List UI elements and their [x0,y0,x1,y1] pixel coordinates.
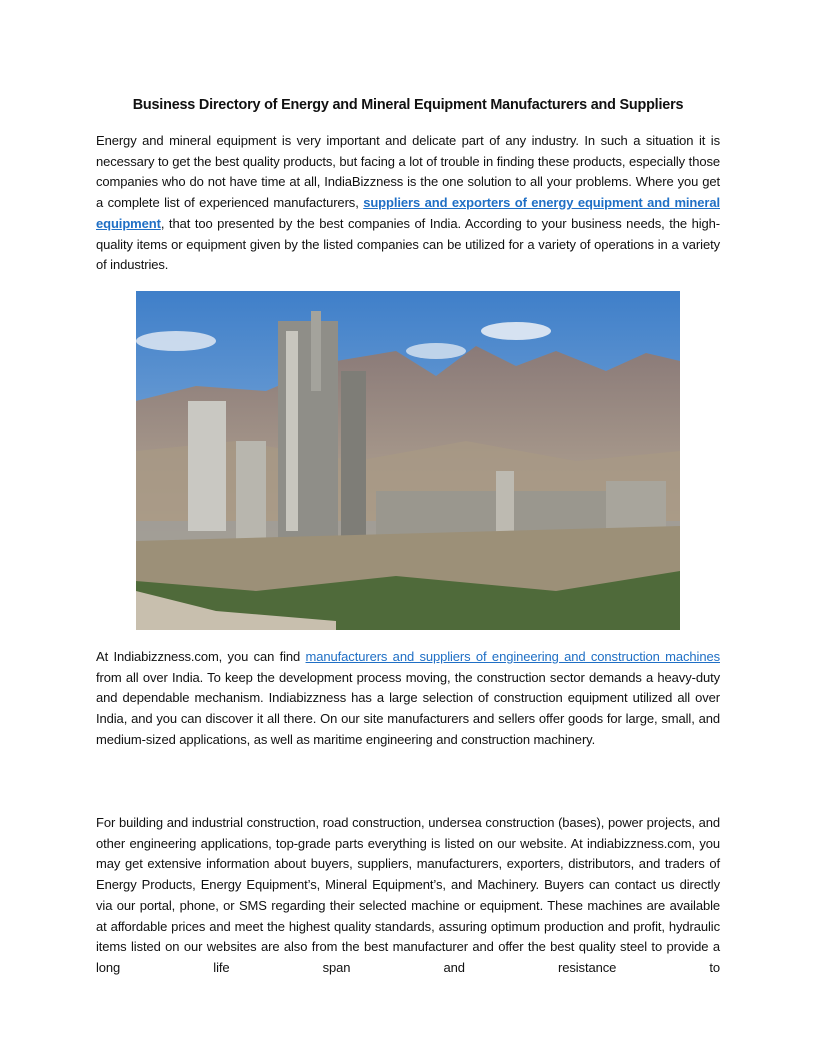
energy-equipment-link[interactable]: suppliers and exporters of energy equipment and mineral equipment [96,195,720,231]
intro-paragraph [96,131,720,276]
paragraph-text: from all over India. To keep the development process moving, the construction sector demands a heavy-duty and dependable mechanism. Indiabizzness has a large selection of construction equipment utilized all over India, and you can discover it all there. On our site manufacturers and sellers offer goods for large, small, and medium-sized applications, as well as maritime engineering and construction machinery. [96,669,720,747]
paragraph-text: Energy and mineral equipment is very important and delicate part of any industry. In such a situation it is necessary to get the best quality products, but facing a lot of trouble in finding these products, especially those companies who do not have time at all, IndiaBizzness is the one solution to all your problems. Where you get a complete list of experienced manufacturers, [96,133,720,211]
paragraph-text: , that too presented by the best companies of India. According to your business needs, the high-quality items or equipment given by the listed companies can be utilized for a variety of operations in a variety of industries. [96,215,720,273]
applications-paragraph: For building and industrial construction, road construction, undersea construction (bases), power projects, and other engineering applications, top-grade parts everything is listed on our website. At indiabizzness.com, you may get extensive information about buyers, suppliers, manufacturers, exporters, distributors, and traders of Energy Products, Energy Equipment’s, Mineral Equipment’s, and Machinery. Buyers can contact us directly via our portal, phone, or SMS regarding their selected machine or equipment. These machines are available at affordable prices and meet the highest quality standards, assuring optimum production and profit, hydraulic items listed on our websites are also from the best manufacturer and offer the best quality steel to provide a long life span and resistance to [96,815,720,975]
construction-paragraph [96,647,720,751]
paragraph-text: At Indiabizzness.com, you can find [96,649,306,664]
cement-plant-photo [136,291,680,630]
construction-machines-link[interactable]: manufacturers and suppliers of engineering and construction machines [305,649,720,664]
document-title: Business Directory of Energy and Mineral Equipment Manufacturers and Suppliers [132,97,684,113]
